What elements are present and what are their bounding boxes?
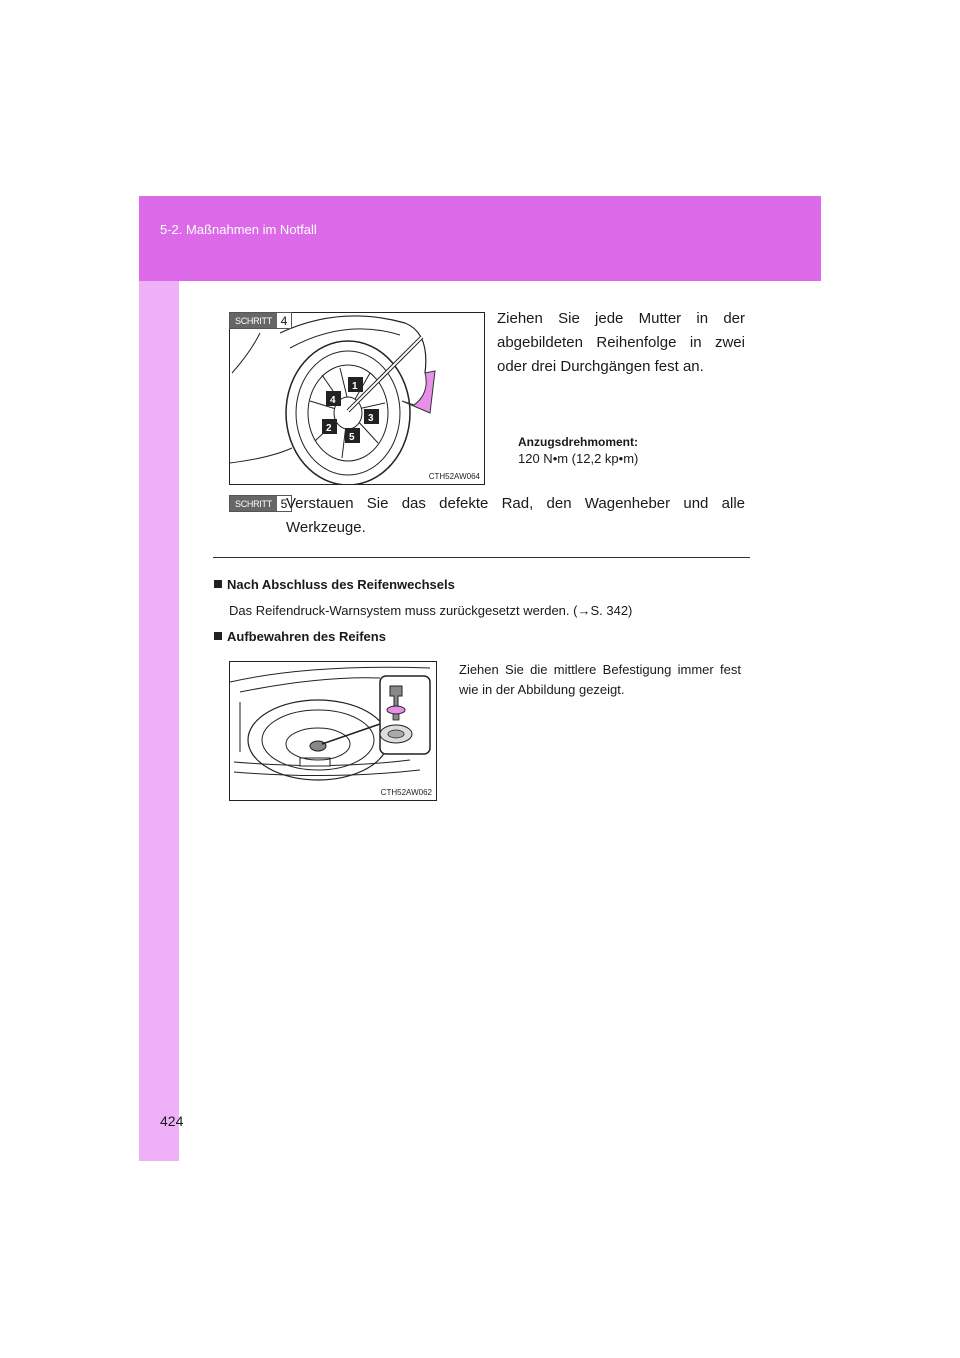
spare-tire-illustration [230, 662, 436, 800]
figure-code: CTH52AW064 [428, 472, 480, 481]
header-bar [139, 196, 821, 281]
nut-label-2-text: 2 [326, 423, 332, 434]
square-bullet-icon [214, 580, 222, 588]
note-after-change-text: Das Reifendruck-Warnsystem muss zurückgesetzt werden. (→S. 342) [229, 603, 633, 618]
divider [213, 557, 750, 558]
note-heading-after-change [214, 577, 455, 592]
step-badge-word: SCHRITT [230, 313, 277, 328]
wheel-illustration [230, 313, 484, 484]
page-number: 424 [160, 1113, 184, 1129]
step-badge-number: 5 [277, 496, 291, 511]
sidebar-tab [139, 281, 179, 1161]
spare-tire-figure [229, 661, 437, 801]
section-title: 5-2. Maßnahmen im Notfall [160, 222, 317, 237]
note-heading-text: Aufbewahren des Reifens [227, 629, 386, 644]
note-heading-text: Nach Abschluss des Reifenwechsels [227, 577, 455, 592]
nut-label-4-text: 4 [330, 395, 336, 406]
storage-instruction: Ziehen Sie die mittlere Befestigung immer fest wie in der Abbildung gezeigt. [459, 662, 741, 697]
step-badge-number: 4 [277, 313, 291, 328]
torque-value: 120 N•m (12,2 kp•m) [518, 451, 639, 466]
wheel-nut-figure [229, 312, 485, 485]
step4-instruction: Ziehen Sie jede Mutter in der abgebildeten Reihenfolge in zwei oder drei Durchgängen fest an. [497, 310, 745, 375]
step5-instruction: Verstauen Sie das defekte Rad, den Wagenheber und alle Werkzeuge. [286, 495, 745, 536]
nut-label-3-text: 3 [368, 413, 374, 424]
figure-code: CTH52AW062 [380, 788, 432, 797]
step-badge-4 [229, 312, 292, 329]
step-badge-word: SCHRITT [230, 496, 277, 511]
step-badge-5 [229, 495, 292, 512]
nut-label-5-text: 5 [349, 432, 355, 443]
torque-label: Anzugsdrehmoment: [518, 435, 638, 449]
square-bullet-icon [214, 632, 222, 640]
note-heading-storage [214, 629, 386, 644]
nut-label-1-text: 1 [352, 381, 358, 392]
